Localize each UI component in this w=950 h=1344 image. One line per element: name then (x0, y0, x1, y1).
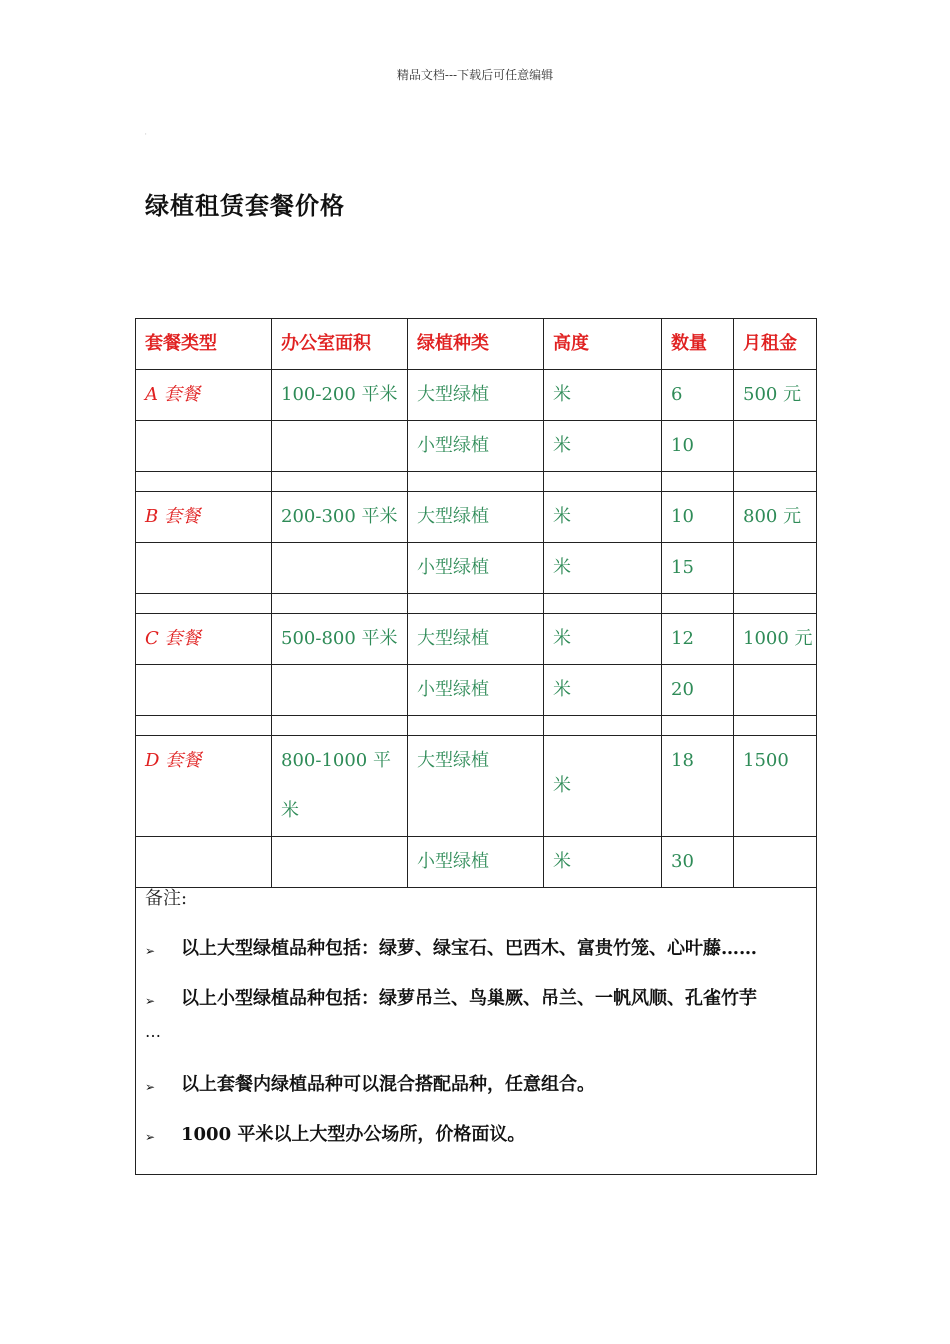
spacer-row (136, 472, 817, 492)
plant-type: 大型绿植 (408, 370, 544, 421)
package-name: D 套餐 (136, 736, 272, 837)
quantity: 15 (662, 543, 734, 594)
empty-cell (272, 837, 408, 888)
empty-cell (734, 421, 817, 472)
empty-cell (734, 716, 817, 736)
empty-cell (408, 594, 544, 614)
package-name: B 套餐 (136, 492, 272, 543)
table-row (136, 492, 817, 543)
empty-cell (734, 837, 817, 888)
empty-cell (662, 472, 734, 492)
page-title: 绿植租赁套餐价格 (145, 191, 345, 220)
table-row (136, 665, 817, 716)
plant-type: 大型绿植 (408, 614, 544, 665)
height-cell: 米 (544, 370, 662, 421)
height-cell: 米 (544, 492, 662, 543)
empty-cell (272, 594, 408, 614)
empty-cell (136, 594, 272, 614)
office-area: 100-200 平米 (272, 370, 408, 421)
height-cell: 米 (544, 736, 662, 837)
office-area (272, 736, 408, 837)
empty-cell (136, 421, 272, 472)
header-plant-type: 绿植种类 (408, 319, 544, 370)
office-area: 200-300 平米 (272, 492, 408, 543)
quantity: 12 (662, 614, 734, 665)
arrow-bullet-icon: ➢ (145, 994, 156, 1008)
list-item (145, 938, 807, 960)
empty-cell (272, 716, 408, 736)
plant-type: 小型绿植 (408, 421, 544, 472)
empty-cell (734, 543, 817, 594)
empty-cell (136, 543, 272, 594)
office-area: 500-800 平米 (272, 614, 408, 665)
list-item (145, 1124, 807, 1146)
list-item (145, 1074, 807, 1096)
table-row (136, 736, 817, 837)
empty-cell (408, 472, 544, 492)
header-package-type: 套餐类型 (136, 319, 272, 370)
quantity: 10 (662, 421, 734, 472)
quantity: 18 (662, 736, 734, 837)
empty-cell (272, 665, 408, 716)
package-name: A 套餐 (136, 370, 272, 421)
empty-cell (136, 837, 272, 888)
table-header-row (136, 319, 817, 370)
list-item (145, 988, 807, 1010)
arrow-bullet-icon: ➢ (145, 944, 156, 958)
note-ellipsis: … (145, 1022, 161, 1041)
arrow-bullet-icon: ➢ (145, 1130, 156, 1144)
monthly-rent: 800 元 (734, 492, 817, 543)
table-row (136, 370, 817, 421)
empty-cell (662, 594, 734, 614)
notes-label: 备注: (145, 888, 188, 909)
empty-cell (544, 472, 662, 492)
quantity: 6 (662, 370, 734, 421)
quantity: 10 (662, 492, 734, 543)
office-area-line1: 800-1000 平 (281, 750, 391, 771)
page-header-note: 精品文档---下载后可任意编辑 (396, 68, 554, 82)
stray-mark: ' (145, 133, 147, 140)
office-area-line2: 米 (281, 800, 299, 821)
empty-cell (662, 716, 734, 736)
plant-type: 小型绿植 (408, 543, 544, 594)
empty-cell (136, 716, 272, 736)
pricing-table (135, 318, 817, 1175)
table-row (136, 421, 817, 472)
height-cell: 米 (544, 543, 662, 594)
height-cell: 米 (544, 614, 662, 665)
height-cell: 米 (544, 665, 662, 716)
empty-cell (734, 472, 817, 492)
empty-cell (136, 665, 272, 716)
empty-cell (272, 472, 408, 492)
empty-cell (272, 543, 408, 594)
notes-cell (136, 888, 817, 1175)
note-text: 1000 平米以上大型办公场所，价格面议。 (181, 1124, 526, 1145)
table-row (136, 614, 817, 665)
table-row (136, 837, 817, 888)
note-text: 以上大型绿植品种包括：绿萝、绿宝石、巴西木、富贵竹笼、心叶藤…… (181, 938, 757, 959)
plant-type: 大型绿植 (408, 736, 544, 837)
empty-cell (408, 716, 544, 736)
note-text: 以上小型绿植品种包括：绿萝吊兰、鸟巢厥、吊兰、一帆风顺、孔雀竹芋 (181, 988, 757, 1009)
header-office-area: 办公室面积 (272, 319, 408, 370)
spacer-row (136, 716, 817, 736)
empty-cell (734, 594, 817, 614)
quantity: 30 (662, 837, 734, 888)
monthly-rent: 1500 (734, 736, 817, 837)
height-cell: 米 (544, 837, 662, 888)
plant-type: 小型绿植 (408, 665, 544, 716)
plant-type: 大型绿植 (408, 492, 544, 543)
empty-cell (272, 421, 408, 472)
header-height: 高度 (544, 319, 662, 370)
notes-row (136, 888, 817, 1175)
arrow-bullet-icon: ➢ (145, 1080, 156, 1094)
plant-type: 小型绿植 (408, 837, 544, 888)
header-quantity: 数量 (662, 319, 734, 370)
empty-cell (734, 665, 817, 716)
quantity: 20 (662, 665, 734, 716)
monthly-rent: 1000 元 (734, 614, 817, 665)
height-cell: 米 (544, 421, 662, 472)
empty-cell (544, 594, 662, 614)
table-row (136, 543, 817, 594)
header-monthly-rent: 月租金 (734, 319, 817, 370)
empty-cell (544, 716, 662, 736)
note-text: 以上套餐内绿植品种可以混合搭配品种，任意组合。 (181, 1074, 595, 1095)
spacer-row (136, 594, 817, 614)
package-name: C 套餐 (136, 614, 272, 665)
monthly-rent: 500 元 (734, 370, 817, 421)
empty-cell (136, 472, 272, 492)
